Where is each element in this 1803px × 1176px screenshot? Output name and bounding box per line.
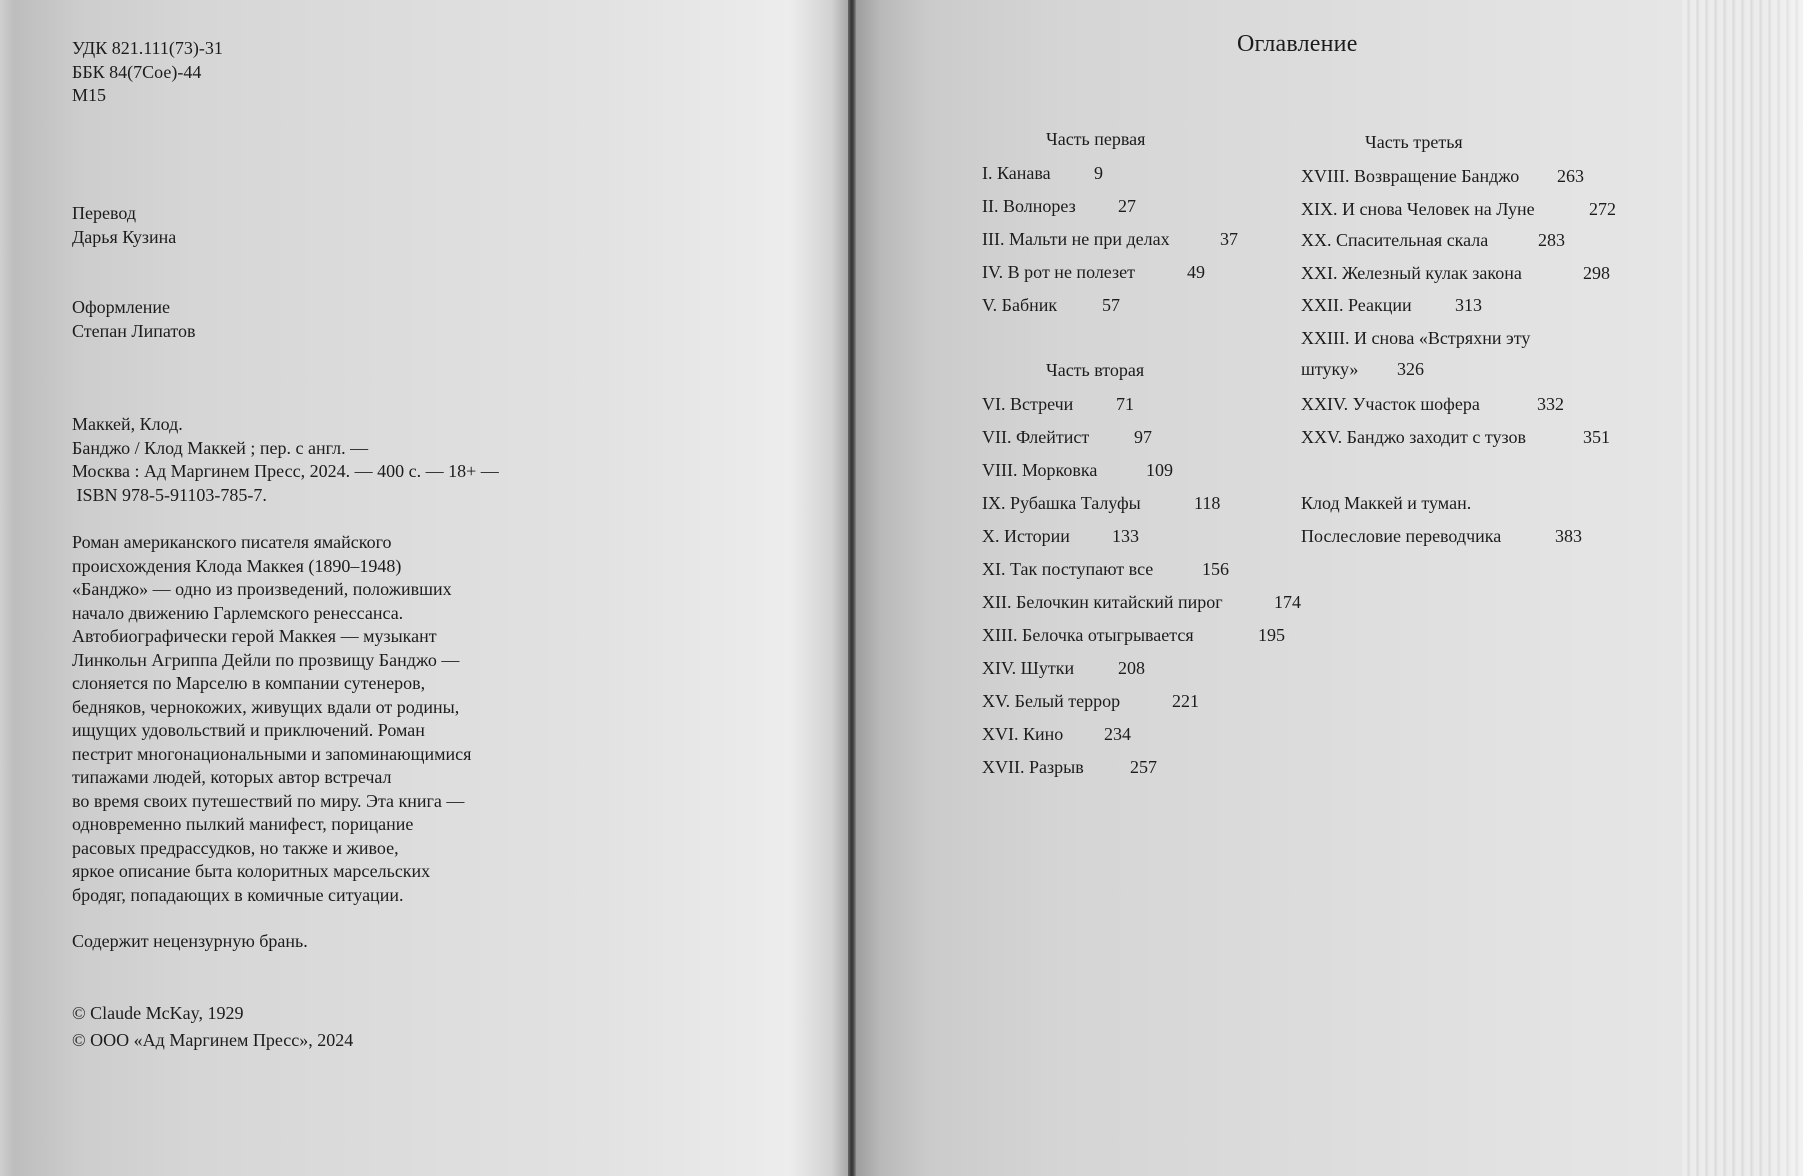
translator-credit bbox=[72, 202, 176, 249]
part-two-title: Часть вторая bbox=[1046, 360, 1145, 380]
chapter-page: 156 bbox=[1202, 559, 1229, 579]
chapter-page: 257 bbox=[1130, 757, 1157, 777]
design-role: Оформление bbox=[72, 297, 171, 317]
chapter-title: VII. Флейтист bbox=[982, 427, 1090, 447]
chapter-page: 283 bbox=[1538, 230, 1565, 250]
chapter-page: 57 bbox=[1102, 295, 1120, 315]
chapter-title: I. Канава bbox=[982, 163, 1051, 183]
book-left-edge bbox=[0, 0, 14, 1176]
copyright-line: © Claude McKay, 1929 bbox=[72, 1003, 244, 1023]
design-credit bbox=[72, 296, 196, 343]
annotation-line: одновременно пылкий манифест, порицание bbox=[72, 814, 414, 834]
translator-name: Дарья Кузина bbox=[72, 226, 177, 247]
part-three-title: Часть третья bbox=[1365, 132, 1463, 152]
chapter-title: III. Мальти не при делах bbox=[982, 229, 1170, 249]
chapter-title: XX. Спасительная скала bbox=[1301, 230, 1489, 250]
translator-role: Перевод bbox=[72, 203, 136, 223]
biblio-line: ISBN 978-5-91103-785-7. bbox=[72, 484, 267, 505]
annotation-line: бродяг, попадающих в комичные ситуации. bbox=[72, 884, 404, 905]
chapter-page: 208 bbox=[1118, 658, 1145, 678]
bibliographic-record bbox=[72, 413, 499, 507]
chapter-page: 133 bbox=[1112, 526, 1139, 546]
chapter-page: 195 bbox=[1258, 625, 1285, 645]
copyright-line: © ООО «Ад Маргинем Пресс», 2024 bbox=[72, 1030, 354, 1050]
afterword-title-line-2: Послесловие переводчика bbox=[1301, 526, 1502, 546]
udk-code: УДК 821.111(73)-31 bbox=[72, 38, 223, 58]
chapter-page: 263 bbox=[1557, 166, 1584, 186]
afterword-page: 383 bbox=[1555, 526, 1582, 546]
page-stack-edge bbox=[1682, 0, 1803, 1176]
annotation-line: начало движению Гарлемского ренессанса. bbox=[72, 602, 404, 623]
chapter-title: XI. Так поступают все bbox=[982, 559, 1154, 579]
annotation-line: типажами людей, которых автор встречал bbox=[72, 767, 392, 787]
author-mark: М15 bbox=[72, 85, 107, 105]
chapter-page: 97 bbox=[1134, 427, 1152, 447]
chapter-title: XIII. Белочка отыгрывается bbox=[982, 625, 1194, 645]
annotation-line: расовых предрассудков, но также и живое, bbox=[72, 837, 399, 858]
annotation-line: во время своих путешествий по миру. Эта книга — bbox=[72, 790, 465, 811]
chapter-page: 71 bbox=[1116, 394, 1134, 414]
part-one-title: Часть первая bbox=[1046, 129, 1146, 149]
content-warning bbox=[72, 930, 308, 954]
chapter-page: 118 bbox=[1194, 493, 1221, 513]
chapter-title: XVIII. Возвращение Банджо bbox=[1301, 166, 1520, 186]
chapter-page: 351 bbox=[1583, 427, 1610, 447]
chapter-page: 9 bbox=[1094, 163, 1103, 183]
chapter-page: 332 bbox=[1537, 394, 1564, 414]
afterword-title-line-1: Клод Маккей и туман. bbox=[1301, 493, 1472, 513]
chapter-page: 326 bbox=[1397, 359, 1424, 379]
left-page bbox=[14, 0, 848, 1176]
chapter-title: IV. В рот не полезет bbox=[982, 262, 1135, 282]
chapter-page: 272 bbox=[1589, 199, 1616, 219]
chapter-title: XII. Белочкин китайский пирог bbox=[982, 592, 1223, 612]
classification-codes bbox=[72, 37, 223, 108]
annotation-line: происхождения Клода Маккея (1890–1948) bbox=[72, 555, 402, 576]
book-gutter bbox=[848, 0, 856, 1176]
chapter-page: 221 bbox=[1172, 691, 1199, 711]
annotation-line: ищущих удовольствий и приключений. Роман bbox=[72, 720, 425, 740]
biblio-line: Банджо / Клод Маккей ; пер. с англ. — bbox=[72, 437, 369, 458]
chapter-page: 49 bbox=[1187, 262, 1205, 282]
chapter-title: XVI. Кино bbox=[982, 724, 1064, 744]
annotation-line: Линкольн Агриппа Дейли по прозвищу Банджо — bbox=[72, 649, 460, 670]
chapter-page: 234 bbox=[1104, 724, 1131, 744]
chapter-title: XXV. Банджо заходит с тузов bbox=[1301, 427, 1526, 447]
annotation-line: Автобиографически герой Маккея — музыкант bbox=[72, 626, 437, 646]
chapter-title: XXII. Реакции bbox=[1301, 295, 1412, 315]
chapter-page: 27 bbox=[1118, 196, 1136, 216]
bbk-code: ББК 84(7Сое)-44 bbox=[72, 61, 202, 82]
chapter-title: VI. Встречи bbox=[982, 394, 1074, 414]
chapter-page: 298 bbox=[1583, 263, 1610, 283]
content-warning-text: Содержит нецензурную брань. bbox=[72, 931, 308, 951]
chapter-title: XXIII. И снова «Встряхни эту bbox=[1301, 328, 1531, 348]
designer-name: Степан Липатов bbox=[72, 320, 196, 341]
chapter-page: 37 bbox=[1220, 229, 1238, 249]
biblio-line: Москва : Ад Маргинем Пресс, 2024. — 400 с. — 18+ — bbox=[72, 461, 499, 481]
copyright-block bbox=[72, 1000, 353, 1054]
annotation-line: «Банджо» — одно из произведений, положивших bbox=[72, 579, 452, 599]
annotation bbox=[72, 531, 471, 907]
chapter-title: VIII. Морковка bbox=[982, 460, 1098, 480]
chapter-page: 109 bbox=[1146, 460, 1173, 480]
chapter-title: XVII. Разрыв bbox=[982, 757, 1084, 777]
chapter-title-continuation: штуку» bbox=[1301, 359, 1359, 379]
chapter-title: V. Бабник bbox=[982, 295, 1058, 315]
chapter-title: X. Истории bbox=[982, 526, 1070, 546]
biblio-line: Маккей, Клод. bbox=[72, 414, 183, 434]
chapter-title: XIV. Шутки bbox=[982, 658, 1075, 678]
chapter-title: II. Волнорез bbox=[982, 196, 1076, 216]
annotation-line: бедняков, чернокожих, живущих вдали от родины, bbox=[72, 696, 460, 717]
chapter-title: XXIV. Участок шофера bbox=[1301, 394, 1480, 414]
chapter-title: XIX. И снова Человек на Луне bbox=[1301, 199, 1535, 219]
annotation-line: слоняется по Марселю в компании сутенеров, bbox=[72, 673, 426, 693]
contents-title: Оглавление bbox=[1237, 31, 1358, 57]
annotation-line: пестрит многонациональными и запоминающимися bbox=[72, 743, 472, 764]
annotation-line: Роман американского писателя ямайского bbox=[72, 532, 392, 552]
chapter-title: XXI. Железный кулак закона bbox=[1301, 263, 1522, 283]
chapter-title: IX. Рубашка Талуфы bbox=[982, 493, 1141, 513]
chapter-page: 174 bbox=[1274, 592, 1301, 612]
chapter-page: 313 bbox=[1455, 295, 1482, 315]
annotation-line: яркое описание быта колоритных марсельских bbox=[72, 861, 431, 881]
chapter-title: XV. Белый террор bbox=[982, 691, 1121, 711]
